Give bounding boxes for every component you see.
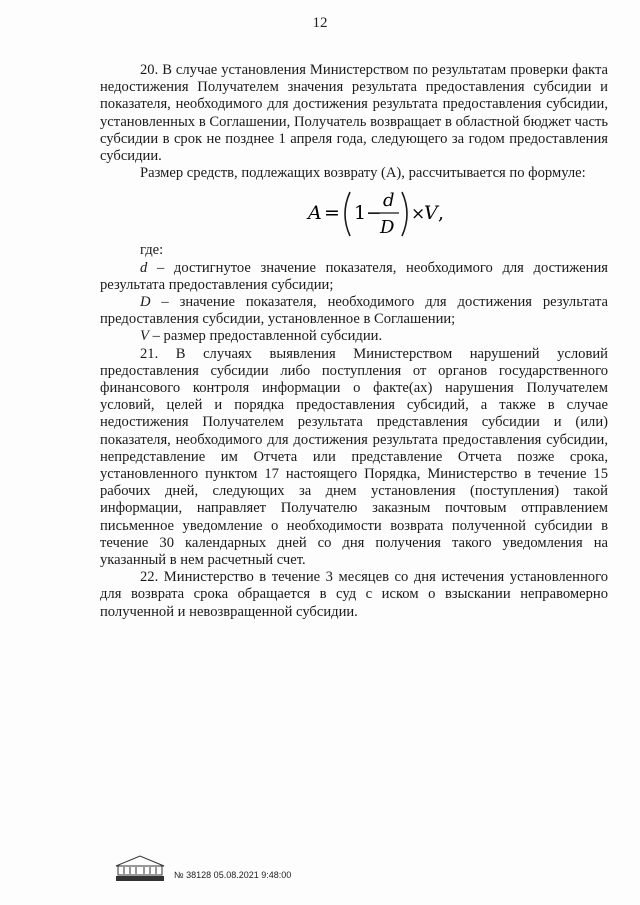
- definition-text: – достигнутое значение показателя, необходимого для достижения результата предоставления субсидии;: [100, 259, 608, 293]
- formula-denominator: D: [380, 217, 395, 239]
- definition-D: [100, 294, 608, 328]
- definition-d: [100, 260, 608, 294]
- formula-graphic: [306, 186, 446, 242]
- formula: [100, 182, 608, 240]
- definition-text: – значение показателя, необходимого для достижения результата предоставления субсидии, установленное в Соглашении;: [100, 294, 608, 328]
- page-number: 12: [312, 15, 328, 31]
- formula-intro: Размер средств, подлежащих возврату (A), рассчитывается по формуле:: [140, 165, 586, 182]
- formula-equals: =: [324, 202, 340, 225]
- formula-left-paren: [345, 192, 350, 236]
- registration-footer: [112, 852, 412, 882]
- definition-text: – размер предоставленной субсидии.: [148, 328, 383, 345]
- formula-numerator: d: [383, 190, 395, 212]
- government-building-logo: [112, 852, 168, 882]
- paragraph-20: 20. В случае установления Министерством по результатам проверки факта недостижения Получателем значения результата предоставления субсидии и показателя, необходимого для достижения результата предоставления субсидии, установленных в Соглашении, Получатель возвращает в областной бюджет часть субсидии в срок не позднее 1 апреля года, следующего за годом предоставления субсидии.: [100, 62, 608, 165]
- document-body: [100, 62, 608, 621]
- formula-comma: ,: [438, 202, 445, 225]
- paragraph-22: 22. Министерство в течение 3 месяцев со дня истечения установленного для возврата срока обращается в суд с иском о взыскании неправомерно полученной и невозвращенной субсидии.: [100, 569, 608, 620]
- definition-V: [100, 328, 608, 345]
- formula-times: ×: [411, 204, 426, 225]
- formula-multiplier: V: [424, 202, 438, 225]
- formula-one: 1: [354, 202, 367, 225]
- definition-symbol: D: [140, 294, 151, 311]
- where-label: где:: [140, 242, 164, 259]
- formula-lhs: A: [308, 202, 322, 225]
- paragraph-21: 21. В случаях выявления Министерством нарушений условий предоставления субсидии либо поступления от органов государственного финансового контроля информации о факте(ах) нарушения Получателем условий, целей и порядка предоставления субсидий, а также в случае недостижения Получателем результата представления субсидии и (или) показателя, необходимого для достижения результата предоставления субсидии, непредставление им Отчета или представление Отчета позже срока, установленного пунктом 17 настоящего Порядка, Министерство в течение 15 рабочих дней, следующих за днем установления (поступления) такой информации, направляет Получателю заказным почтовым отправлением письменное уведомление о необходимости возврата полученной субсидии в течение 30 календарных дней со дня получения такого уведомления на указанный в нем расчетный счет.: [100, 345, 608, 569]
- formula-minus: −: [366, 202, 382, 225]
- formula-right-paren: [402, 192, 407, 236]
- definition-symbol: d: [140, 259, 148, 276]
- registration-stamp: № 38128 05.08.2021 9:48:00: [174, 870, 292, 880]
- definition-symbol: V: [140, 328, 149, 345]
